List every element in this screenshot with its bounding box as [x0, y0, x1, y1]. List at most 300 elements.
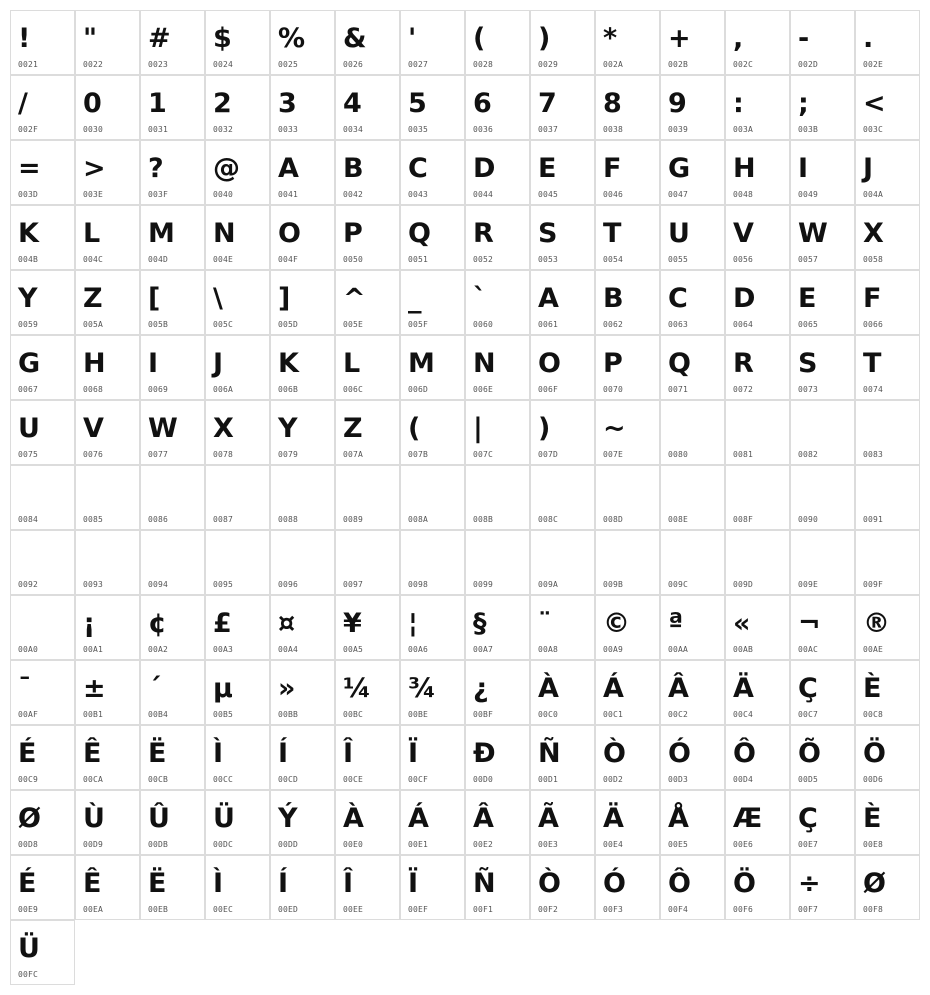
glyph-codepoint: 0059	[18, 320, 39, 329]
glyph-cell	[205, 335, 270, 400]
glyph-cell	[140, 595, 205, 660]
glyph-character: 9	[668, 88, 687, 119]
glyph-cell	[75, 10, 140, 75]
glyph-character: H	[733, 153, 756, 184]
glyph-cell	[335, 10, 400, 75]
glyph-codepoint: 008A	[408, 515, 429, 524]
glyph-codepoint: 0025	[278, 60, 299, 69]
glyph-cell	[270, 140, 335, 205]
glyph-codepoint: 004C	[83, 255, 104, 264]
glyph-cell	[10, 75, 75, 140]
glyph-character: W	[798, 218, 828, 249]
glyph-character: _	[408, 283, 422, 314]
glyph-cell	[465, 400, 530, 465]
glyph-cell	[10, 725, 75, 790]
glyph-cell	[595, 530, 660, 595]
glyph-cell	[270, 530, 335, 595]
glyph-cell	[595, 595, 660, 660]
glyph-codepoint: 0092	[18, 580, 39, 589]
glyph-codepoint: 00B1	[83, 710, 104, 719]
glyph-character: ÷	[798, 868, 821, 899]
glyph-codepoint: 008F	[733, 515, 754, 524]
glyph-codepoint: 00D0	[473, 775, 494, 784]
glyph-codepoint: 005D	[278, 320, 299, 329]
glyph-cell	[335, 75, 400, 140]
glyph-codepoint: 00F2	[538, 905, 559, 914]
glyph-cell	[855, 270, 920, 335]
glyph-cell	[335, 855, 400, 920]
glyph-codepoint: 0042	[343, 190, 364, 199]
glyph-cell	[140, 75, 205, 140]
glyph-character: Ó	[668, 738, 691, 769]
glyph-cell	[400, 790, 465, 855]
glyph-cell	[270, 595, 335, 660]
glyph-cell	[140, 725, 205, 790]
glyph-grid	[10, 10, 920, 985]
glyph-character: Û	[148, 803, 170, 834]
glyph-character: Ü	[213, 803, 235, 834]
glyph-character: Ã	[538, 803, 559, 834]
glyph-cell	[660, 335, 725, 400]
glyph-character: R	[733, 348, 754, 379]
glyph-cell	[465, 10, 530, 75]
glyph-cell	[140, 140, 205, 205]
glyph-codepoint: 009C	[668, 580, 689, 589]
glyph-codepoint: 002F	[18, 125, 39, 134]
glyph-cell	[400, 140, 465, 205]
glyph-codepoint: 0075	[18, 450, 39, 459]
glyph-cell	[855, 205, 920, 270]
glyph-cell	[595, 140, 660, 205]
glyph-codepoint: 00F4	[668, 905, 689, 914]
glyph-cell	[400, 270, 465, 335]
glyph-character: C	[408, 153, 428, 184]
glyph-cell	[140, 270, 205, 335]
glyph-character: D	[733, 283, 756, 314]
glyph-codepoint: 00CA	[83, 775, 104, 784]
glyph-character: É	[18, 738, 37, 769]
glyph-character: ¡	[83, 608, 96, 639]
glyph-cell	[335, 660, 400, 725]
glyph-codepoint: 0080	[668, 450, 689, 459]
glyph-cell	[10, 465, 75, 530]
glyph-character: Z	[83, 283, 103, 314]
glyph-cell	[855, 75, 920, 140]
glyph-character: Ö	[863, 738, 886, 769]
glyph-character: T	[603, 218, 622, 249]
glyph-character: $	[213, 23, 232, 54]
glyph-character: K	[18, 218, 39, 249]
glyph-cell	[855, 790, 920, 855]
glyph-character: Ù	[83, 803, 105, 834]
glyph-cell	[790, 725, 855, 790]
glyph-character: Ï	[408, 738, 419, 769]
glyph-codepoint: 0061	[538, 320, 559, 329]
glyph-cell	[205, 270, 270, 335]
glyph-cell	[270, 660, 335, 725]
glyph-codepoint: 004F	[278, 255, 299, 264]
glyph-character: )	[538, 413, 551, 444]
glyph-character: :	[733, 88, 744, 119]
glyph-cell	[205, 465, 270, 530]
glyph-character: I	[798, 153, 809, 184]
glyph-codepoint: 0038	[603, 125, 624, 134]
glyph-cell	[335, 595, 400, 660]
glyph-codepoint: 00E7	[798, 840, 819, 849]
glyph-cell	[595, 790, 660, 855]
glyph-cell	[270, 790, 335, 855]
glyph-cell	[790, 855, 855, 920]
glyph-cell	[10, 205, 75, 270]
glyph-cell	[140, 400, 205, 465]
glyph-codepoint: 00AF	[18, 710, 39, 719]
glyph-codepoint: 0074	[863, 385, 884, 394]
glyph-codepoint: 0036	[473, 125, 494, 134]
glyph-cell	[725, 855, 790, 920]
glyph-codepoint: 0048	[733, 190, 754, 199]
glyph-codepoint: 0034	[343, 125, 364, 134]
glyph-cell	[790, 335, 855, 400]
glyph-codepoint: 00E3	[538, 840, 559, 849]
glyph-codepoint: 007A	[343, 450, 364, 459]
glyph-character: Ò	[603, 738, 626, 769]
glyph-cell	[335, 270, 400, 335]
glyph-codepoint: 0053	[538, 255, 559, 264]
glyph-cell	[725, 465, 790, 530]
glyph-codepoint: 00A1	[83, 645, 104, 654]
glyph-codepoint: 00B5	[213, 710, 234, 719]
glyph-codepoint: 004E	[213, 255, 234, 264]
glyph-character: ¿	[473, 673, 489, 704]
glyph-character: ¬	[798, 608, 821, 639]
glyph-cell	[400, 400, 465, 465]
glyph-codepoint: 0055	[668, 255, 689, 264]
glyph-character: µ	[213, 673, 233, 704]
glyph-codepoint: 003F	[148, 190, 169, 199]
glyph-character: =	[18, 153, 41, 184]
glyph-cell	[530, 75, 595, 140]
glyph-codepoint: 006C	[343, 385, 364, 394]
glyph-character: J	[863, 153, 874, 184]
glyph-codepoint: 0069	[148, 385, 169, 394]
glyph-character: É	[18, 868, 37, 899]
glyph-character: 4	[343, 88, 362, 119]
glyph-codepoint: 0078	[213, 450, 234, 459]
glyph-cell	[595, 270, 660, 335]
glyph-codepoint: 0056	[733, 255, 754, 264]
glyph-codepoint: 0084	[18, 515, 39, 524]
glyph-codepoint: 0029	[538, 60, 559, 69]
glyph-character: C	[668, 283, 688, 314]
glyph-codepoint: 0066	[863, 320, 884, 329]
glyph-cell	[595, 400, 660, 465]
glyph-character: Ó	[603, 868, 626, 899]
glyph-character: Á	[603, 673, 624, 704]
glyph-character: J	[213, 348, 224, 379]
glyph-character: Õ	[798, 738, 821, 769]
glyph-cell	[530, 530, 595, 595]
glyph-character: \	[213, 283, 223, 314]
glyph-character: 8	[603, 88, 622, 119]
glyph-codepoint: 0046	[603, 190, 624, 199]
glyph-codepoint: 0060	[473, 320, 494, 329]
glyph-character: Ç	[798, 803, 818, 834]
glyph-cell	[660, 75, 725, 140]
glyph-codepoint: 00CF	[408, 775, 429, 784]
glyph-character: 3	[278, 88, 297, 119]
glyph-character: -	[798, 23, 810, 54]
glyph-cell	[205, 855, 270, 920]
glyph-cell	[75, 660, 140, 725]
glyph-codepoint: 0071	[668, 385, 689, 394]
glyph-cell	[725, 335, 790, 400]
glyph-character: ;	[798, 88, 809, 119]
glyph-cell	[725, 10, 790, 75]
glyph-character: E	[798, 283, 817, 314]
glyph-character: R	[473, 218, 494, 249]
glyph-codepoint: 0027	[408, 60, 429, 69]
glyph-cell	[660, 270, 725, 335]
glyph-cell	[530, 725, 595, 790]
glyph-codepoint: 0039	[668, 125, 689, 134]
glyph-cell	[790, 400, 855, 465]
glyph-cell	[10, 270, 75, 335]
glyph-codepoint: 00D3	[668, 775, 689, 784]
glyph-character: A	[538, 283, 559, 314]
glyph-cell	[855, 10, 920, 75]
glyph-codepoint: 006A	[213, 385, 234, 394]
glyph-codepoint: 00A6	[408, 645, 429, 654]
glyph-codepoint: 002A	[603, 60, 624, 69]
glyph-character: ©	[603, 608, 630, 639]
glyph-character: Y	[278, 413, 298, 444]
glyph-character: G	[18, 348, 41, 379]
glyph-character: ¤	[278, 608, 296, 639]
glyph-character: ?	[148, 153, 164, 184]
glyph-codepoint: 0081	[733, 450, 754, 459]
glyph-codepoint: 0097	[343, 580, 364, 589]
glyph-character: "	[83, 23, 98, 54]
glyph-cell	[140, 205, 205, 270]
glyph-codepoint: 0054	[603, 255, 624, 264]
glyph-cell	[140, 790, 205, 855]
glyph-cell	[660, 140, 725, 205]
glyph-codepoint: 0049	[798, 190, 819, 199]
glyph-cell	[335, 140, 400, 205]
glyph-cell	[335, 530, 400, 595]
glyph-character: +	[668, 23, 691, 54]
glyph-codepoint: 004D	[148, 255, 169, 264]
glyph-character: §	[473, 608, 487, 639]
glyph-cell	[790, 270, 855, 335]
glyph-cell	[595, 725, 660, 790]
glyph-character: Ô	[668, 868, 691, 899]
glyph-character: W	[148, 413, 178, 444]
glyph-cell	[400, 465, 465, 530]
glyph-cell	[790, 595, 855, 660]
glyph-cell	[465, 270, 530, 335]
glyph-cell	[530, 335, 595, 400]
glyph-character: Ë	[148, 868, 167, 899]
glyph-codepoint: 00D1	[538, 775, 559, 784]
glyph-character: U	[668, 218, 690, 249]
glyph-character: À	[538, 673, 559, 704]
glyph-cell	[205, 595, 270, 660]
glyph-codepoint: 002E	[863, 60, 884, 69]
glyph-codepoint: 008B	[473, 515, 494, 524]
glyph-cell	[725, 270, 790, 335]
glyph-character: X	[863, 218, 884, 249]
glyph-cell	[400, 855, 465, 920]
glyph-character: !	[18, 23, 31, 54]
glyph-codepoint: 0040	[213, 190, 234, 199]
glyph-character: Í	[278, 738, 289, 769]
glyph-codepoint: 0091	[863, 515, 884, 524]
glyph-cell	[75, 400, 140, 465]
glyph-character: %	[278, 23, 306, 54]
glyph-character: 0	[83, 88, 102, 119]
glyph-codepoint: 0089	[343, 515, 364, 524]
glyph-cell	[335, 465, 400, 530]
glyph-character: L	[83, 218, 101, 249]
glyph-codepoint: 00A3	[213, 645, 234, 654]
glyph-codepoint: 0022	[83, 60, 104, 69]
glyph-codepoint: 002C	[733, 60, 754, 69]
glyph-character: Ø	[18, 803, 41, 834]
glyph-codepoint: 0099	[473, 580, 494, 589]
glyph-codepoint: 00DC	[213, 840, 234, 849]
glyph-cell	[790, 75, 855, 140]
glyph-character: ~	[603, 413, 626, 444]
glyph-character: N	[213, 218, 236, 249]
glyph-character: A	[278, 153, 299, 184]
glyph-codepoint: 00DB	[148, 840, 169, 849]
glyph-codepoint: 00D2	[603, 775, 624, 784]
glyph-codepoint: 009D	[733, 580, 754, 589]
glyph-cell	[270, 725, 335, 790]
glyph-cell	[595, 205, 660, 270]
glyph-codepoint: 0086	[148, 515, 169, 524]
glyph-cell	[790, 140, 855, 205]
glyph-cell	[465, 790, 530, 855]
glyph-character: Î	[343, 868, 354, 899]
glyph-cell	[335, 790, 400, 855]
glyph-codepoint: 00D6	[863, 775, 884, 784]
glyph-character: 5	[408, 88, 427, 119]
glyph-character: Ì	[213, 868, 224, 899]
glyph-cell	[855, 530, 920, 595]
glyph-cell	[465, 725, 530, 790]
glyph-cell	[530, 140, 595, 205]
glyph-cell	[790, 465, 855, 530]
glyph-character: È	[863, 803, 882, 834]
glyph-codepoint: 00AC	[798, 645, 819, 654]
glyph-cell	[10, 335, 75, 400]
glyph-character: Ï	[408, 868, 419, 899]
glyph-codepoint: 0021	[18, 60, 39, 69]
glyph-character: Q	[408, 218, 431, 249]
glyph-cell	[270, 10, 335, 75]
glyph-codepoint: 00F7	[798, 905, 819, 914]
glyph-character: 1	[148, 88, 167, 119]
glyph-cell	[660, 530, 725, 595]
glyph-cell	[75, 855, 140, 920]
glyph-character: .	[863, 23, 874, 54]
glyph-character: ¨	[538, 608, 552, 639]
glyph-codepoint: 0037	[538, 125, 559, 134]
glyph-character: K	[278, 348, 299, 379]
glyph-cell	[10, 920, 75, 985]
glyph-codepoint: 005E	[343, 320, 364, 329]
glyph-codepoint: 003B	[798, 125, 819, 134]
glyph-codepoint: 0045	[538, 190, 559, 199]
glyph-codepoint: 006B	[278, 385, 299, 394]
glyph-character: Ç	[798, 673, 818, 704]
glyph-cell	[75, 725, 140, 790]
glyph-character: P	[603, 348, 623, 379]
glyph-cell	[10, 855, 75, 920]
glyph-codepoint: 0073	[798, 385, 819, 394]
glyph-codepoint: 008D	[603, 515, 624, 524]
glyph-codepoint: 0096	[278, 580, 299, 589]
glyph-cell	[205, 140, 270, 205]
glyph-codepoint: 0032	[213, 125, 234, 134]
glyph-cell	[75, 270, 140, 335]
glyph-codepoint: 00E1	[408, 840, 429, 849]
glyph-character: Ò	[538, 868, 561, 899]
glyph-character: ¥	[343, 608, 362, 639]
glyph-character: Â	[668, 673, 689, 704]
glyph-character: »	[278, 673, 296, 704]
glyph-codepoint: 006F	[538, 385, 559, 394]
glyph-cell	[335, 400, 400, 465]
glyph-cell	[465, 595, 530, 660]
glyph-codepoint: 0051	[408, 255, 429, 264]
glyph-character: #	[148, 23, 171, 54]
glyph-cell	[725, 205, 790, 270]
glyph-character: N	[473, 348, 496, 379]
glyph-codepoint: 00A2	[148, 645, 169, 654]
glyph-codepoint: 00C1	[603, 710, 624, 719]
glyph-codepoint: 00EA	[83, 905, 104, 914]
glyph-cell	[270, 270, 335, 335]
glyph-character: P	[343, 218, 363, 249]
glyph-cell	[855, 725, 920, 790]
glyph-codepoint: 00A0	[18, 645, 39, 654]
glyph-codepoint: 0044	[473, 190, 494, 199]
glyph-character: U	[18, 413, 40, 444]
glyph-cell	[855, 855, 920, 920]
glyph-codepoint: 0064	[733, 320, 754, 329]
glyph-codepoint: 005B	[148, 320, 169, 329]
glyph-cell	[660, 10, 725, 75]
glyph-codepoint: 0065	[798, 320, 819, 329]
glyph-codepoint: 009F	[863, 580, 884, 589]
glyph-character: Å	[668, 803, 689, 834]
glyph-cell	[725, 530, 790, 595]
glyph-codepoint: 0052	[473, 255, 494, 264]
glyph-codepoint: 007E	[603, 450, 624, 459]
glyph-codepoint: 009B	[603, 580, 624, 589]
glyph-cell	[140, 10, 205, 75]
glyph-character: Â	[473, 803, 494, 834]
glyph-cell	[10, 10, 75, 75]
glyph-cell	[855, 400, 920, 465]
glyph-codepoint: 00D4	[733, 775, 754, 784]
glyph-cell	[465, 530, 530, 595]
glyph-cell	[790, 530, 855, 595]
glyph-character: &	[343, 23, 367, 54]
